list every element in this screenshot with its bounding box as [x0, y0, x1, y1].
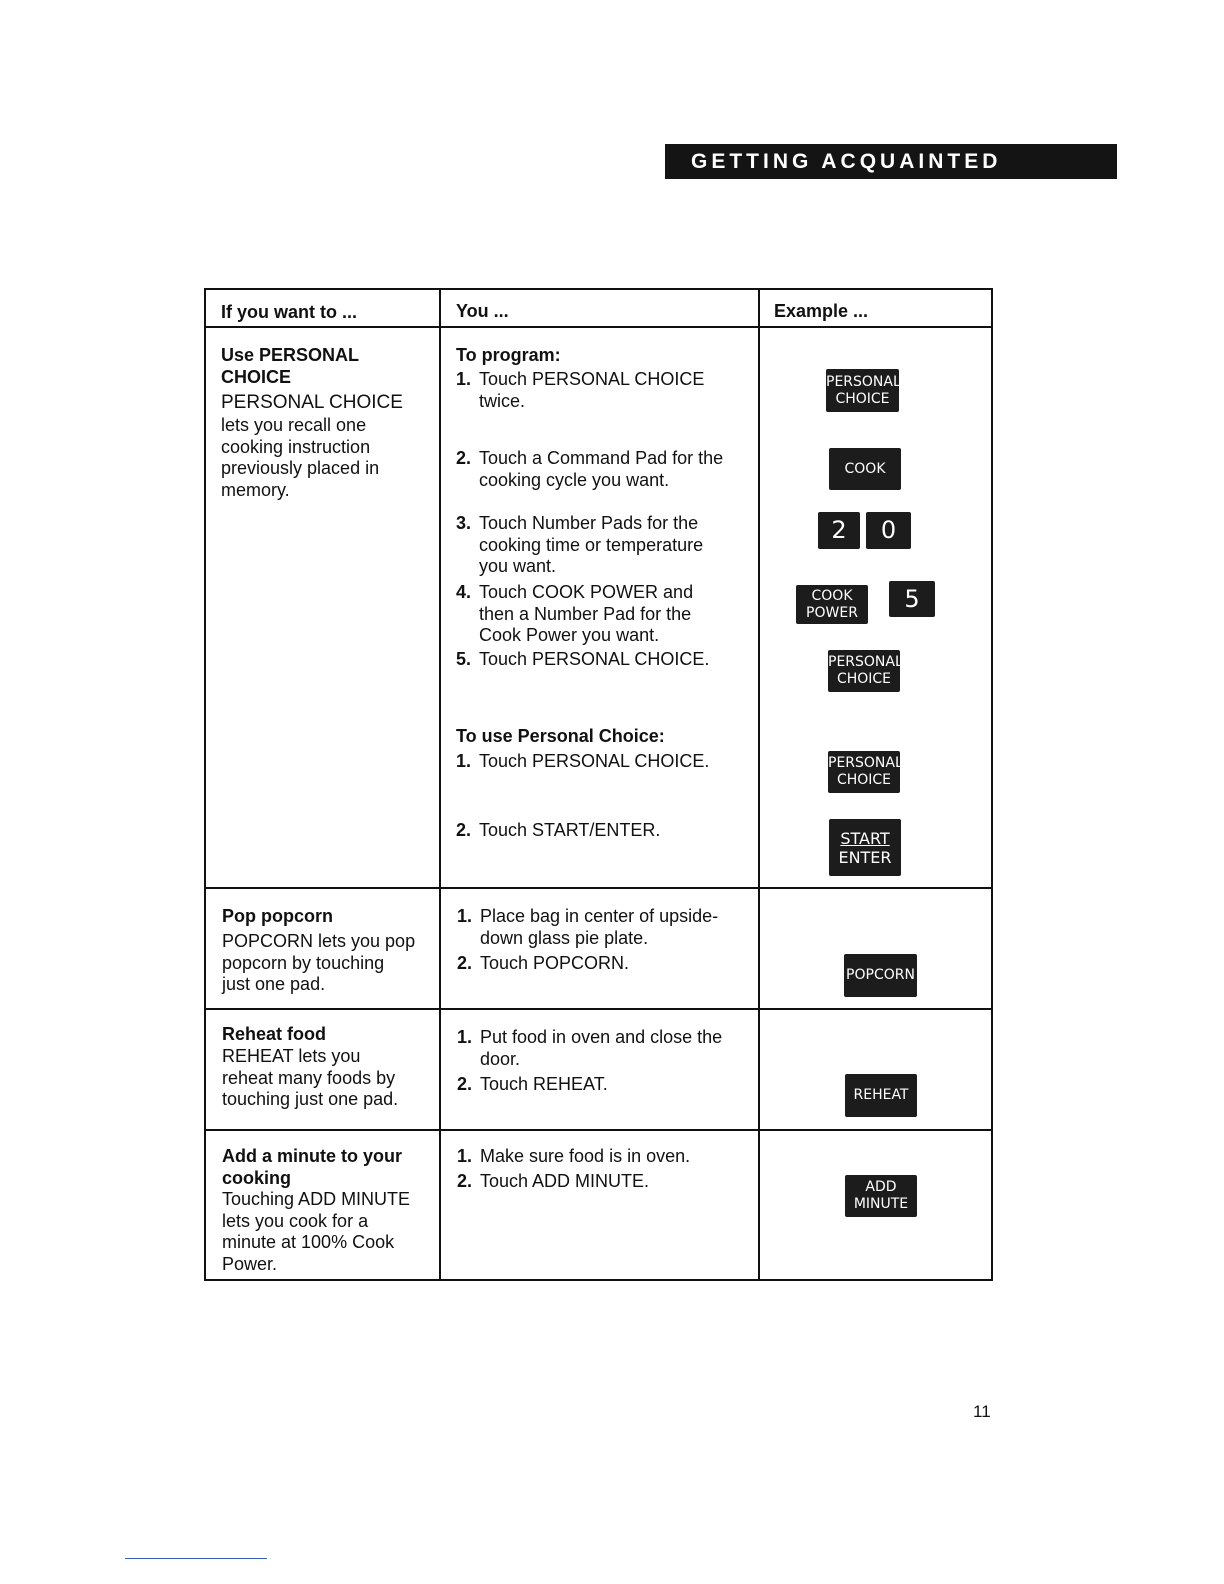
program-step-5: Touch PERSONAL CHOICE.	[479, 649, 710, 669]
step-number: 1.	[457, 1027, 473, 1047]
start-enter-pad: START ENTER	[829, 819, 901, 876]
number-pad-2: 2	[818, 512, 860, 549]
step-number: 5.	[456, 649, 472, 669]
personal-choice-pad: PERSONAL CHOICE	[826, 369, 899, 412]
popcorn-step-2: Touch POPCORN.	[480, 953, 630, 973]
popcorn-desc: POPCORN lets you pop popcorn by touching just one pad.	[222, 931, 416, 994]
personal-choice-pad: PERSONAL CHOICE	[828, 650, 900, 692]
use-step-2: Touch START/ENTER.	[479, 820, 661, 840]
program-step-1: Touch PERSONAL CHOICE twice.	[479, 369, 705, 411]
row-divider	[206, 1008, 991, 1010]
section-banner: GETTING ACQUAINTED	[665, 144, 1117, 179]
step-number: 2.	[457, 953, 473, 973]
use-step-1: Touch PERSONAL CHOICE.	[479, 751, 710, 771]
step-number: 2.	[456, 448, 472, 468]
step-number: 3.	[456, 513, 472, 533]
footer-rule	[125, 1558, 267, 1559]
popcorn-title: Pop popcorn	[222, 906, 333, 926]
step-number: 1.	[456, 369, 472, 389]
row-divider	[206, 1129, 991, 1131]
step-number: 2.	[456, 820, 472, 840]
step-number: 1.	[457, 906, 473, 926]
number-pad-0: 0	[866, 512, 911, 549]
add-minute-title: Add a minute to your cooking	[222, 1146, 402, 1188]
add-minute-step-1: Make sure food is in oven.	[480, 1146, 691, 1166]
step-number: 1.	[456, 751, 472, 771]
step-number: 1.	[457, 1146, 473, 1166]
number-pad-5: 5	[889, 581, 935, 617]
program-step-3: Touch Number Pads for the cooking time or temperature you want.	[479, 513, 704, 576]
add-minute-pad: ADD MINUTE	[845, 1175, 917, 1217]
personal-choice-title: Use PERSONAL CHOICE	[221, 345, 360, 387]
personal-choice-desc: lets you recall one cooking instruction previously placed in memory.	[221, 415, 380, 500]
cook-pad: COOK	[829, 448, 901, 490]
row-divider	[206, 887, 991, 889]
cook-power-pad: COOK POWER	[796, 585, 868, 624]
program-step-4: Touch COOK POWER and then a Number Pad for the Cook Power you want.	[479, 582, 694, 645]
reheat-desc: REHEAT lets you reheat many foods by touching just one pad.	[222, 1046, 399, 1109]
add-minute-desc: Touching ADD MINUTE lets you cook for a minute at 100% Cook Power.	[222, 1189, 411, 1274]
row-divider	[206, 326, 991, 328]
add-minute-step-2: Touch ADD MINUTE.	[480, 1171, 650, 1191]
header-if-you-want: If you want to ...	[221, 302, 357, 322]
page-number: 11	[973, 1402, 991, 1421]
reheat-pad: REHEAT	[845, 1074, 917, 1117]
reheat-step-2: Touch REHEAT.	[480, 1074, 608, 1094]
popcorn-pad: POPCORN	[844, 954, 917, 997]
step-number: 2.	[457, 1074, 473, 1094]
popcorn-step-1: Place bag in center of upside- down glass pie plate.	[480, 906, 719, 948]
reheat-step-1: Put food in oven and close the door.	[480, 1027, 723, 1069]
personal-choice-pad: PERSONAL CHOICE	[828, 751, 900, 793]
step-number: 2.	[457, 1171, 473, 1191]
personal-choice-lead: PERSONAL CHOICE	[221, 392, 403, 413]
header-you: You ...	[456, 301, 509, 321]
use-heading: To use Personal Choice:	[456, 726, 665, 746]
program-heading: To program:	[456, 345, 561, 365]
program-step-2: Touch a Command Pad for the cooking cycle you want.	[479, 448, 724, 490]
reheat-title: Reheat food	[222, 1024, 327, 1044]
step-number: 4.	[456, 582, 472, 602]
header-example: Example ...	[774, 301, 869, 321]
